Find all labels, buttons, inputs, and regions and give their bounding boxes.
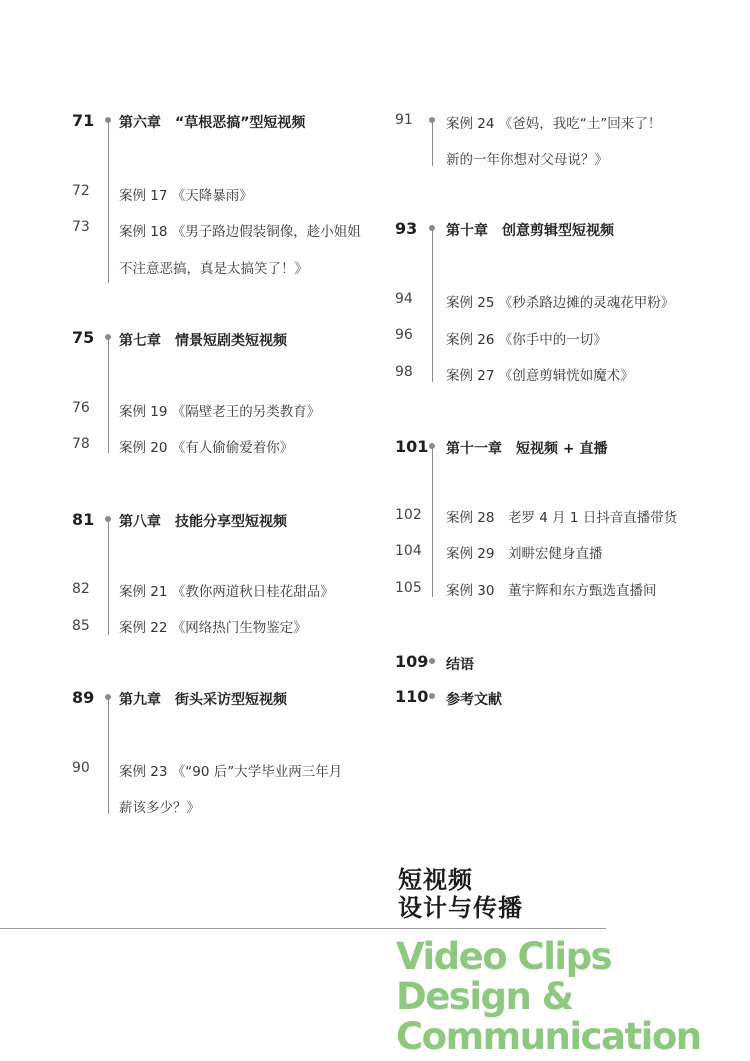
- entry-page-number: 82: [72, 581, 90, 597]
- brand-chinese-line1: 短视频: [398, 866, 473, 894]
- timeline-line: [108, 338, 109, 453]
- case-entry[interactable]: 案例 19 《隔壁老王的另类教育》: [119, 404, 321, 420]
- entry-page-number: 102: [395, 507, 422, 523]
- case-entry[interactable]: 案例 21 《教你两道秋日桂花甜品》: [119, 584, 334, 600]
- chapter-title[interactable]: 第八章 技能分享型短视频: [119, 514, 287, 530]
- chapter-title[interactable]: 第九章 街头采访型短视频: [119, 692, 287, 708]
- chapter-page-number: 75: [72, 328, 95, 347]
- chapter-page-number: 81: [72, 510, 95, 529]
- case-entry[interactable]: 案例 27 《创意剪辑恍如魔术》: [446, 368, 634, 384]
- brand-english-line2: Design &: [396, 975, 573, 1018]
- chapter-page-number: 89: [72, 688, 95, 707]
- case-entry[interactable]: 案例 30 董宇辉和东方甄选直播间: [446, 583, 657, 599]
- entry-page-number: 96: [395, 327, 413, 343]
- entry-page-number: 98: [395, 364, 413, 380]
- case-entry[interactable]: 案例 29 刘畊宏健身直播: [446, 546, 603, 562]
- case-entry-continuation[interactable]: 薪该多少？》: [119, 800, 200, 816]
- brand-chinese-line2: 设计与传播: [398, 894, 523, 922]
- brand-english-line1: Video Clips: [396, 935, 612, 978]
- case-entry[interactable]: 案例 24 《爸妈，我吃“土”回来了！: [446, 116, 662, 132]
- case-entry[interactable]: 案例 28 老罗 4 月 1 日抖音直播带货: [446, 510, 678, 526]
- chapter-page-number: 101: [395, 437, 429, 456]
- chapter-page-number: 71: [72, 111, 95, 130]
- chapter-title[interactable]: 第十一章 短视频 + 直播: [446, 441, 608, 457]
- timeline-line: [108, 698, 109, 814]
- entry-page-number: 105: [395, 580, 422, 596]
- conclusion-title[interactable]: 结语: [446, 657, 474, 673]
- case-entry[interactable]: 案例 22 《网络热门生物鉴定》: [119, 620, 307, 636]
- chapter-page-number: 93: [395, 219, 418, 238]
- case-entry[interactable]: 案例 17 《天降暴雨》: [119, 188, 253, 204]
- brand-english-line3: Communication: [396, 1015, 701, 1058]
- chapter-title[interactable]: 第六章 “草根恶搞”型短视频: [119, 115, 306, 131]
- entry-page-number: 90: [72, 760, 90, 776]
- timeline-dot: [429, 693, 435, 699]
- case-entry[interactable]: 案例 23 《“90 后”大学毕业两三年月: [119, 764, 343, 780]
- entry-page-number: 85: [72, 618, 90, 634]
- case-entry[interactable]: 案例 25 《秒杀路边摊的灵魂花甲粉》: [446, 295, 675, 311]
- entry-page-number: 76: [72, 400, 90, 416]
- chapter-page-number: 109: [395, 652, 429, 671]
- case-entry-continuation[interactable]: 新的一年你想对父母说？》: [446, 152, 608, 168]
- chapter-page-number: 110: [395, 687, 429, 706]
- case-entry[interactable]: 案例 20 《有人偷偷爱着你》: [119, 440, 294, 456]
- references-title[interactable]: 参考文献: [446, 692, 502, 708]
- entry-page-number: 94: [395, 291, 413, 307]
- entry-page-number: 73: [72, 219, 90, 235]
- entry-page-number: 78: [72, 436, 90, 452]
- chapter-title[interactable]: 第七章 情景短剧类短视频: [119, 333, 287, 349]
- timeline-dot: [429, 658, 435, 664]
- case-entry[interactable]: 案例 18 《男子路边假装铜像，趁小姐姐: [119, 224, 361, 240]
- timeline-line: [432, 447, 433, 597]
- case-entry-continuation[interactable]: 不注意恶搞，真是太搞笑了！》: [119, 261, 308, 277]
- case-entry[interactable]: 案例 26 《你手中的一切》: [446, 332, 607, 348]
- divider-rule: [0, 928, 606, 929]
- timeline-line: [108, 121, 109, 283]
- timeline-line: [432, 229, 433, 382]
- timeline-line: [432, 121, 433, 166]
- entry-page-number: 72: [72, 183, 90, 199]
- timeline-line: [108, 520, 109, 635]
- entry-page-number: 91: [395, 112, 413, 128]
- chapter-title[interactable]: 第十章 创意剪辑型短视频: [446, 223, 614, 239]
- entry-page-number: 104: [395, 543, 422, 559]
